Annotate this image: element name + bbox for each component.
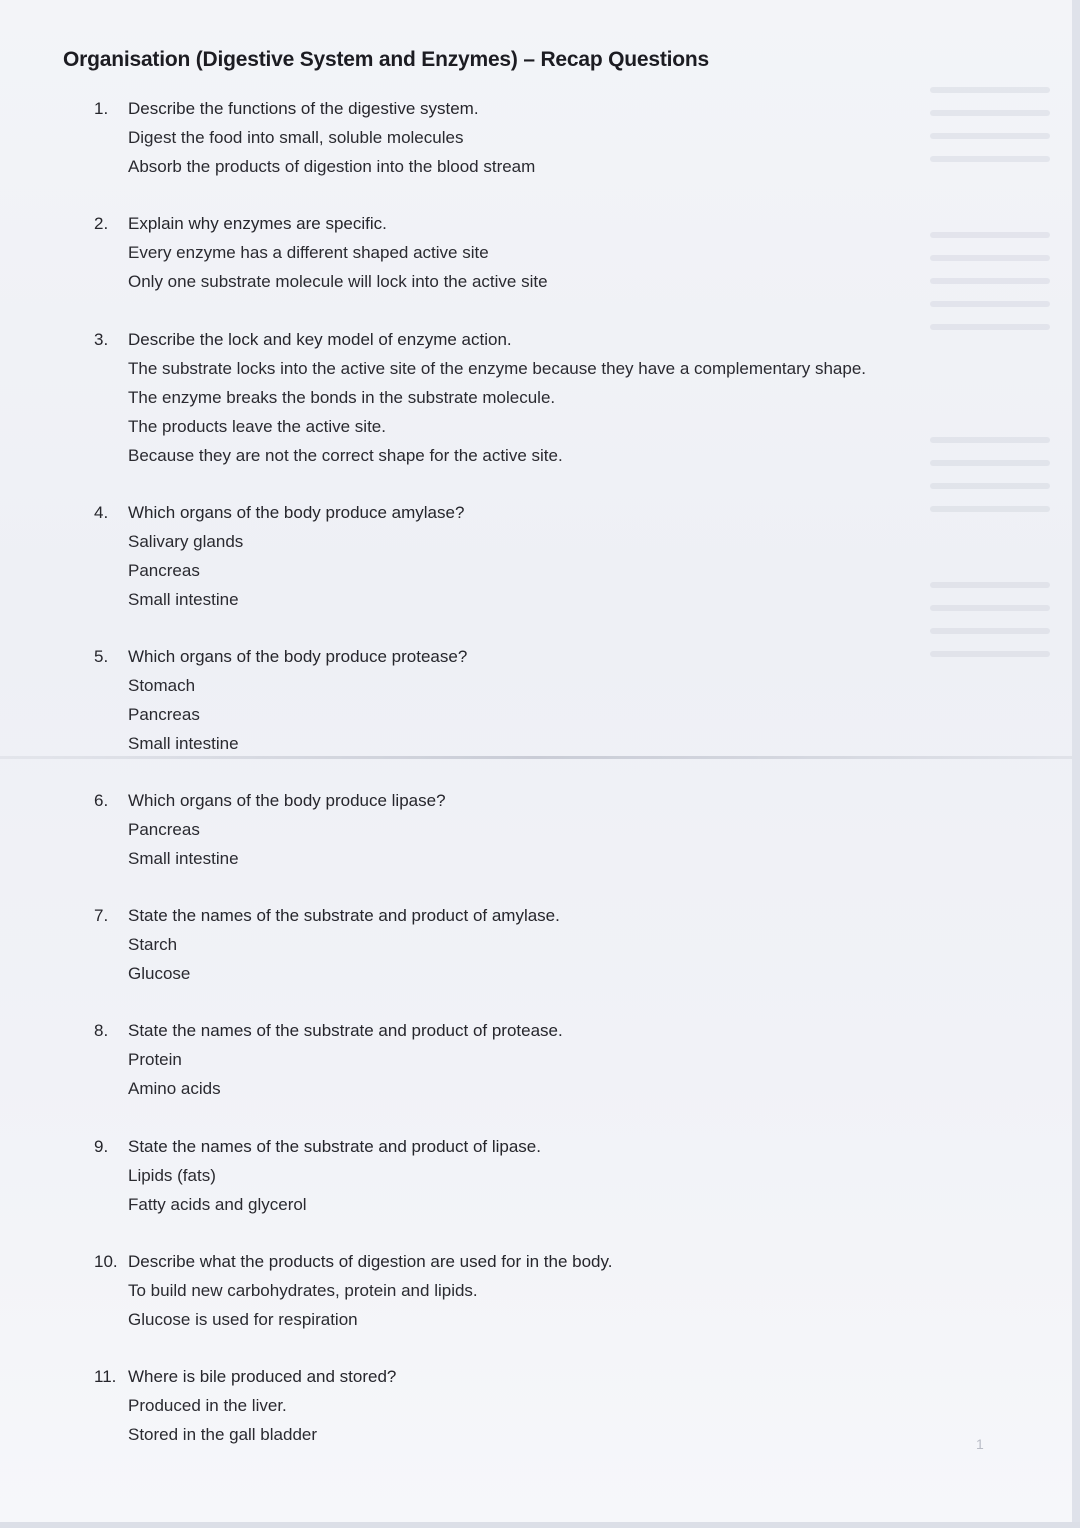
question-number: 5. <box>94 647 109 666</box>
answer-line: Fatty acids and glycerol <box>128 1195 307 1214</box>
question-number: 3. <box>94 330 109 349</box>
answer-line: The substrate locks into the active site of the enzyme because they have a complementary shape. <box>128 359 867 378</box>
bleed-through-text <box>930 70 1050 179</box>
document-title: Organisation (Digestive System and Enzymes) – Recap Questions <box>63 48 709 71</box>
answer-line: Every enzyme has a different shaped active site <box>128 243 489 262</box>
answer-line: Pancreas <box>128 820 200 839</box>
page-number-mark: 1 <box>976 1436 984 1452</box>
answer-line: Starch <box>128 935 178 954</box>
question-3 <box>94 325 866 470</box>
question-number: 7. <box>94 906 109 925</box>
question-11 <box>94 1362 396 1449</box>
question-number: 4. <box>94 503 109 522</box>
answer-line: Small intestine <box>128 734 239 753</box>
question-text: State the names of the substrate and product of amylase. <box>128 906 560 925</box>
question-text: Where is bile produced and stored? <box>128 1367 397 1386</box>
answer-line: Glucose is used for respiration <box>128 1310 358 1329</box>
question-text: Which organs of the body produce lipase? <box>128 791 446 810</box>
question-9 <box>94 1132 541 1219</box>
question-text: Which organs of the body produce protease? <box>128 647 468 666</box>
answer-line: Pancreas <box>128 705 200 724</box>
question-text: State the names of the substrate and product of lipase. <box>128 1137 541 1156</box>
question-text: State the names of the substrate and product of protease. <box>128 1021 563 1040</box>
answer-line: Produced in the liver. <box>128 1396 287 1415</box>
question-2 <box>94 209 548 296</box>
question-4 <box>94 498 464 614</box>
question-text: Describe the functions of the digestive system. <box>128 99 479 118</box>
answer-line: Small intestine <box>128 849 239 868</box>
bleed-through-text <box>930 215 1050 347</box>
question-5 <box>94 642 467 758</box>
question-7 <box>94 901 560 988</box>
question-text: Describe the lock and key model of enzyme action. <box>128 330 512 349</box>
question-number: 2. <box>94 214 109 233</box>
answer-line: Protein <box>128 1050 182 1069</box>
answer-line: Pancreas <box>128 561 200 580</box>
answer-line: Stomach <box>128 676 196 695</box>
question-number: 6. <box>94 791 109 810</box>
scan-edge-bottom <box>0 1522 1080 1528</box>
bleed-through-text <box>930 565 1050 674</box>
answer-line: The products leave the active site. <box>128 417 386 436</box>
question-number: 1. <box>94 99 109 118</box>
answer-line: Absorb the products of digestion into the blood stream <box>128 157 536 176</box>
answer-line: Stored in the gall bladder <box>128 1425 318 1444</box>
answer-line: The enzyme breaks the bonds in the substrate molecule. <box>128 388 556 407</box>
question-1 <box>94 94 535 181</box>
question-number: 11. <box>94 1367 117 1386</box>
answer-line: Lipids (fats) <box>128 1166 216 1185</box>
question-text: Describe what the products of digestion are used for in the body. <box>128 1252 613 1271</box>
question-10 <box>94 1247 612 1334</box>
question-8 <box>94 1016 563 1103</box>
answer-line: To build new carbohydrates, protein and lipids. <box>128 1281 478 1300</box>
bleed-through-text <box>930 420 1050 529</box>
question-text: Explain why enzymes are specific. <box>128 214 387 233</box>
answer-line: Digest the food into small, soluble molecules <box>128 128 464 147</box>
question-number: 10. <box>94 1252 118 1271</box>
answer-line: Salivary glands <box>128 532 244 551</box>
scan-edge-right <box>1072 0 1080 1528</box>
answer-line: Because they are not the correct shape for the active site. <box>128 446 563 465</box>
question-number: 9. <box>94 1137 109 1156</box>
question-number: 8. <box>94 1021 109 1040</box>
question-6 <box>94 786 446 873</box>
answer-line: Only one substrate molecule will lock into the active site <box>128 272 548 291</box>
answer-line: Amino acids <box>128 1079 221 1098</box>
question-text: Which organs of the body produce amylase? <box>128 503 465 522</box>
answer-line: Glucose <box>128 964 191 983</box>
answer-line: Small intestine <box>128 590 239 609</box>
